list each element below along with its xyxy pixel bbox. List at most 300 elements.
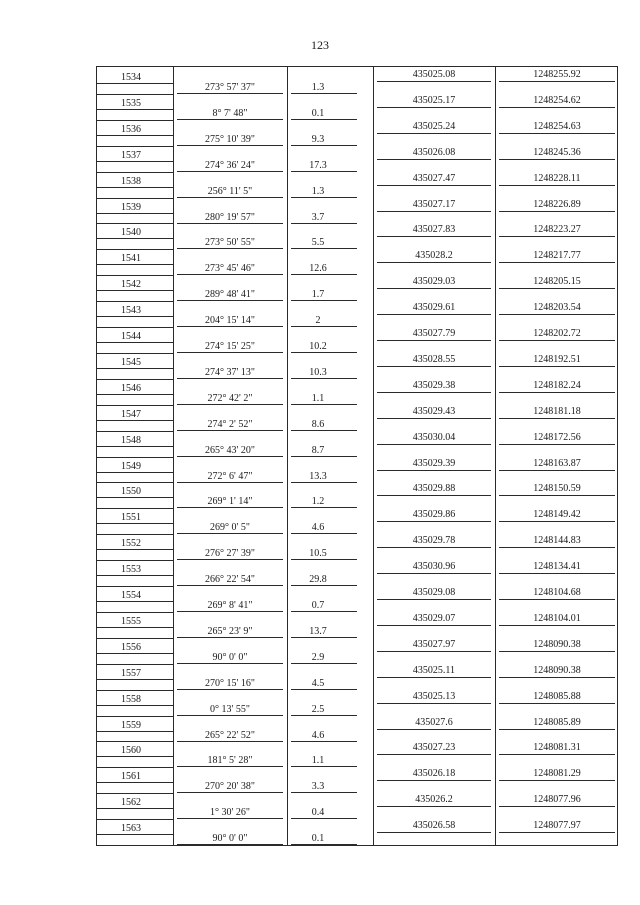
bearing-underline [177,352,283,353]
y-coordinate-cell: 1248181.18 [533,405,581,417]
x-coordinate-cell: 435030.96 [412,561,456,573]
distance-cell: 0.7 [311,600,325,611]
point-id-underline [97,679,173,680]
point-row-separator [97,638,173,639]
y-underline [499,444,615,445]
x-underline [377,133,491,134]
point-row-separator [97,534,173,535]
point-id-cell: 1543 [121,305,141,317]
column-divider [173,67,174,845]
point-row-separator [97,172,173,173]
column-divider [287,67,288,845]
point-id-cell: 1542 [121,279,141,291]
x-coordinate-cell: 435025.13 [412,690,456,702]
x-coordinate-cell: 435025.24 [412,120,456,132]
bearing-underline [177,326,283,327]
point-id-cell: 1536 [121,123,141,135]
point-row-separator [97,612,173,613]
point-id-underline [97,109,173,110]
point-id-cell: 1552 [121,538,141,550]
point-id-underline [97,394,173,395]
bearing-cell: 265° 23' 9" [207,625,253,637]
x-coordinate-cell: 435029.88 [412,483,456,495]
column-divider [495,67,496,845]
point-id-cell: 1554 [121,590,141,601]
y-underline [499,262,615,263]
point-id-underline [97,834,173,835]
x-coordinate-cell: 435030.04 [412,431,456,443]
distance-underline [291,378,357,379]
point-id-cell: 1556 [121,641,141,653]
point-row-separator [97,793,173,794]
distance-underline [291,326,357,327]
point-row-separator [97,327,173,328]
y-coordinate-cell: 1248217.77 [533,250,581,262]
point-row-separator [97,301,173,302]
distance-cell: 1.3 [311,82,325,93]
point-id-cell: 1560 [121,745,141,757]
point-row-separator [97,94,173,95]
distance-underline [291,197,357,198]
point-id-underline [97,187,173,188]
x-underline [377,599,491,600]
bearing-underline [177,611,283,612]
point-id-cell: 1555 [121,615,141,627]
distance-cell: 12.6 [309,263,327,275]
y-underline [499,780,615,781]
point-id-cell: 1561 [121,771,141,783]
point-id-underline [97,808,173,809]
y-coordinate-cell: 1248223.27 [533,224,581,236]
distance-cell: 4.5 [311,677,325,689]
point-id-cell: 1535 [121,97,141,109]
x-underline [377,185,491,186]
point-id-underline [97,316,173,317]
point-row-separator [97,767,173,768]
point-row-separator [97,249,173,250]
y-underline [499,392,615,393]
x-underline [377,366,491,367]
distance-cell: 0.1 [311,107,325,119]
point-id-cell: 1537 [121,149,141,161]
y-underline [499,211,615,212]
x-underline [377,573,491,574]
point-id-underline [97,472,173,473]
y-coordinate-cell: 1248090.38 [533,638,581,650]
bearing-cell: 269° 0' 5" [210,522,250,534]
y-coordinate-cell: 1248077.96 [533,794,581,806]
x-coordinate-cell: 435027.47 [412,172,456,184]
x-coordinate-cell: 435029.78 [412,535,456,547]
point-id-cell: 1562 [121,797,141,809]
distance-cell: 1.7 [311,289,325,301]
x-underline [377,211,491,212]
bearing-underline [177,585,283,586]
point-row-separator [97,664,173,665]
distance-underline [291,248,357,249]
bearing-underline [177,482,283,483]
point-id-underline [97,83,173,84]
distance-cell: 5.5 [311,237,325,249]
distance-cell: 1.1 [311,392,325,404]
x-underline [377,806,491,807]
point-row-separator [97,819,173,820]
point-id-cell: 1538 [121,175,141,187]
bearing-underline [177,300,283,301]
x-coordinate-cell: 435026.08 [412,146,456,158]
y-underline [499,832,615,833]
y-underline [499,625,615,626]
bearing-underline [177,145,283,146]
y-underline [499,314,615,315]
x-underline [377,107,491,108]
bearing-underline [177,663,283,664]
y-underline [499,573,615,574]
x-underline [377,547,491,548]
y-underline [499,495,615,496]
bearing-cell: 265° 43' 20" [205,444,255,456]
distance-cell: 9.3 [311,133,325,145]
bearing-cell: 270° 20' 38" [205,781,255,793]
bearing-cell: 274° 2' 52" [207,418,253,430]
y-underline [499,599,615,600]
point-id-cell: 1544 [121,331,141,342]
y-coordinate-cell: 1248134.41 [533,561,581,573]
point-row-separator [97,508,173,509]
y-coordinate-cell: 1248203.54 [533,302,581,314]
bearing-cell: 8° 7' 48" [212,107,248,119]
y-coordinate-cell: 1248182.24 [533,379,581,391]
y-underline [499,729,615,730]
x-coordinate-cell: 435026.2 [415,794,453,806]
y-underline [499,236,615,237]
x-underline [377,754,491,755]
distance-cell: 10.5 [309,548,327,560]
distance-underline [291,404,357,405]
x-coordinate-cell: 435029.08 [412,587,456,598]
point-id-cell: 1553 [121,564,141,576]
y-underline [499,159,615,160]
distance-cell: 13.3 [309,470,327,482]
y-coordinate-cell: 1248254.63 [533,120,581,132]
y-coordinate-cell: 1248077.97 [533,820,581,832]
distance-cell: 17.3 [309,159,327,171]
point-id-cell: 1549 [121,460,141,472]
point-id-underline [97,549,173,550]
point-id-underline [97,653,173,654]
bearing-underline [177,119,283,120]
bearing-cell: 280° 19' 57" [205,211,255,223]
x-coordinate-cell: 435027.83 [412,224,456,236]
point-row-separator [97,146,173,147]
x-underline [377,262,491,263]
y-coordinate-cell: 1248192.51 [533,353,581,365]
distance-cell: 8.7 [311,444,325,456]
distance-cell: 29.8 [309,574,327,586]
bearing-cell: 256° 11' 5" [207,185,253,197]
y-underline [499,703,615,704]
y-coordinate-cell: 1248104.01 [533,612,581,624]
bearing-cell: 273° 50' 55" [205,237,255,249]
distance-underline [291,456,357,457]
y-underline [499,677,615,678]
y-coordinate-cell: 1248228.11 [533,172,581,184]
point-id-cell: 1557 [121,667,141,679]
bearing-cell: 0° 13' 55" [210,703,250,715]
distance-underline [291,715,357,716]
y-underline [499,521,615,522]
point-row-separator [97,275,173,276]
point-id-underline [97,575,173,576]
distance-underline [291,223,357,224]
bearing-cell: 204° 15' 14" [205,315,255,327]
distance-cell: 1.1 [311,755,325,767]
point-id-underline [97,420,173,421]
point-id-cell: 1541 [121,253,141,265]
bearing-underline [177,818,283,819]
distance-underline [291,533,357,534]
point-id-cell: 1545 [121,356,141,368]
distance-cell: 3.7 [311,211,325,223]
distance-underline [291,352,357,353]
point-row-separator [97,431,173,432]
x-underline [377,495,491,496]
distance-cell: 4.6 [311,522,325,534]
point-id-cell: 1563 [121,823,141,835]
point-id-underline [97,627,173,628]
distance-underline [291,482,357,483]
y-underline [499,547,615,548]
bearing-underline [177,274,283,275]
x-underline [377,677,491,678]
bearing-cell: 90° 0' 0" [212,833,248,845]
bearing-underline [177,248,283,249]
point-id-underline [97,705,173,706]
distance-cell: 8.6 [311,418,325,430]
y-coordinate-cell: 1248090.38 [533,664,581,676]
point-id-underline [97,342,173,343]
y-underline [499,185,615,186]
distance-underline [291,119,357,120]
x-underline [377,340,491,341]
x-underline [377,651,491,652]
y-underline [499,754,615,755]
bearing-cell: 273° 45' 46" [205,263,255,275]
bearing-cell: 276° 27' 39" [205,548,255,560]
bearing-cell: 274° 36' 24" [205,159,255,171]
distance-underline [291,145,357,146]
point-row-separator [97,379,173,380]
point-id-cell: 1550 [121,486,141,498]
point-id-underline [97,731,173,732]
distance-underline [291,585,357,586]
point-row-separator [97,482,173,483]
point-row-separator [97,586,173,587]
point-row-separator [97,560,173,561]
x-underline [377,729,491,730]
bearing-underline [177,93,283,94]
x-coordinate-cell: 435029.03 [412,276,456,288]
bearing-underline [177,404,283,405]
bearing-cell: 275° 10' 39" [205,133,255,145]
distance-underline [291,171,357,172]
y-coordinate-cell: 1248085.88 [533,690,581,702]
bearing-cell: 270° 15' 16" [205,677,255,689]
x-coordinate-cell: 435027.17 [412,198,456,210]
bearing-cell: 289° 48' 41" [205,289,255,301]
y-underline [499,470,615,471]
x-coordinate-cell: 435025.17 [412,94,456,106]
point-id-underline [97,290,173,291]
y-underline [499,107,615,108]
bearing-cell: 90° 0' 0" [212,651,248,663]
point-row-separator [97,120,173,121]
x-underline [377,392,491,393]
point-row-separator [97,405,173,406]
distance-underline [291,766,357,767]
distance-underline [291,689,357,690]
distance-cell: 0.4 [311,807,325,819]
distance-cell: 2 [315,315,321,327]
x-underline [377,418,491,419]
distance-underline [291,637,357,638]
bearing-cell: 266° 22' 54" [205,574,255,586]
bearing-cell: 272° 42' 2" [207,392,253,404]
y-coordinate-cell: 1248104.68 [533,587,581,598]
y-coordinate-cell: 1248172.56 [533,431,581,443]
y-underline [499,806,615,807]
bearing-cell: 1° 30' 26" [210,807,250,819]
bearing-underline [177,507,283,508]
column-divider [373,67,374,845]
point-id-underline [97,213,173,214]
bearing-underline [177,637,283,638]
x-underline [377,159,491,160]
point-row-separator [97,690,173,691]
distance-cell: 0.1 [311,833,325,845]
y-coordinate-cell: 1248202.72 [533,328,581,339]
bearing-underline [177,741,283,742]
y-coordinate-cell: 1248144.83 [533,535,581,547]
bearing-underline [177,378,283,379]
x-coordinate-cell: 435027.6 [415,716,453,728]
x-underline [377,470,491,471]
bearing-cell: 269° 1' 14" [207,496,253,508]
y-coordinate-cell: 1248254.62 [533,94,581,106]
point-id-underline [97,161,173,162]
x-underline [377,521,491,522]
y-coordinate-cell: 1248081.31 [533,742,581,754]
y-coordinate-cell: 1248150.59 [533,483,581,495]
x-coordinate-cell: 435025.11 [412,664,456,676]
point-id-underline [97,368,173,369]
x-coordinate-cell: 435028.55 [412,353,456,365]
y-underline [499,340,615,341]
point-id-underline [97,756,173,757]
bearing-cell: 265° 22' 52" [205,729,255,741]
point-id-cell: 1551 [121,512,141,524]
x-underline [377,444,491,445]
distance-cell: 2.9 [311,651,325,663]
x-coordinate-cell: 435026.18 [412,768,456,780]
x-coordinate-cell: 435029.39 [412,457,456,469]
y-underline [499,366,615,367]
y-underline [499,133,615,134]
x-underline [377,832,491,833]
distance-underline [291,300,357,301]
y-coordinate-cell: 1248245.36 [533,146,581,158]
y-coordinate-cell: 1248163.87 [533,457,581,469]
x-coordinate-cell: 435027.79 [412,328,456,339]
bearing-underline [177,559,283,560]
point-id-cell: 1547 [121,408,141,420]
bearing-underline [177,223,283,224]
point-row-separator [97,741,173,742]
point-row-separator [97,716,173,717]
bearing-underline [177,456,283,457]
x-coordinate-cell: 435027.97 [412,638,456,650]
distance-cell: 13.7 [309,625,327,637]
y-coordinate-cell: 1248205.15 [533,276,581,288]
point-id-underline [97,601,173,602]
bearing-underline [177,792,283,793]
distance-underline [291,741,357,742]
y-coordinate-cell: 1248085.89 [533,716,581,728]
bearing-underline [177,844,283,845]
x-underline [377,625,491,626]
page-number: 123 [311,38,329,52]
distance-underline [291,611,357,612]
bearing-cell: 269° 8' 41" [207,600,253,611]
y-underline [499,651,615,652]
x-underline [377,81,491,82]
x-coordinate-cell: 435027.23 [412,742,456,754]
bearing-underline [177,715,283,716]
point-id-underline [97,523,173,524]
bearing-cell: 272° 6' 47" [207,470,253,482]
point-id-underline [97,264,173,265]
point-id-cell: 1546 [121,382,141,394]
distance-underline [291,792,357,793]
distance-underline [291,818,357,819]
x-coordinate-cell: 435029.43 [412,405,456,417]
point-id-underline [97,135,173,136]
point-id-underline [97,782,173,783]
point-row-separator [97,353,173,354]
y-coordinate-cell: 1248081.29 [533,768,581,780]
y-underline [499,288,615,289]
point-id-cell: 1558 [121,693,141,705]
point-row-separator [97,457,173,458]
x-underline [377,236,491,237]
bearing-underline [177,689,283,690]
y-coordinate-cell: 1248255.92 [533,69,581,80]
point-id-underline [97,497,173,498]
bearing-cell: 274° 15' 25" [205,341,255,352]
distance-underline [291,274,357,275]
distance-cell: 10.3 [309,366,327,378]
distance-cell: 2.5 [311,703,325,715]
point-id-cell: 1548 [121,434,141,446]
bearing-underline [177,171,283,172]
distance-underline [291,844,357,845]
x-coordinate-cell: 435029.61 [412,302,456,314]
bearing-underline [177,766,283,767]
x-coordinate-cell: 435029.86 [412,509,456,521]
distance-underline [291,663,357,664]
bearing-cell: 273° 57' 37" [205,82,255,93]
bearing-cell: 274° 37' 13" [205,366,255,378]
